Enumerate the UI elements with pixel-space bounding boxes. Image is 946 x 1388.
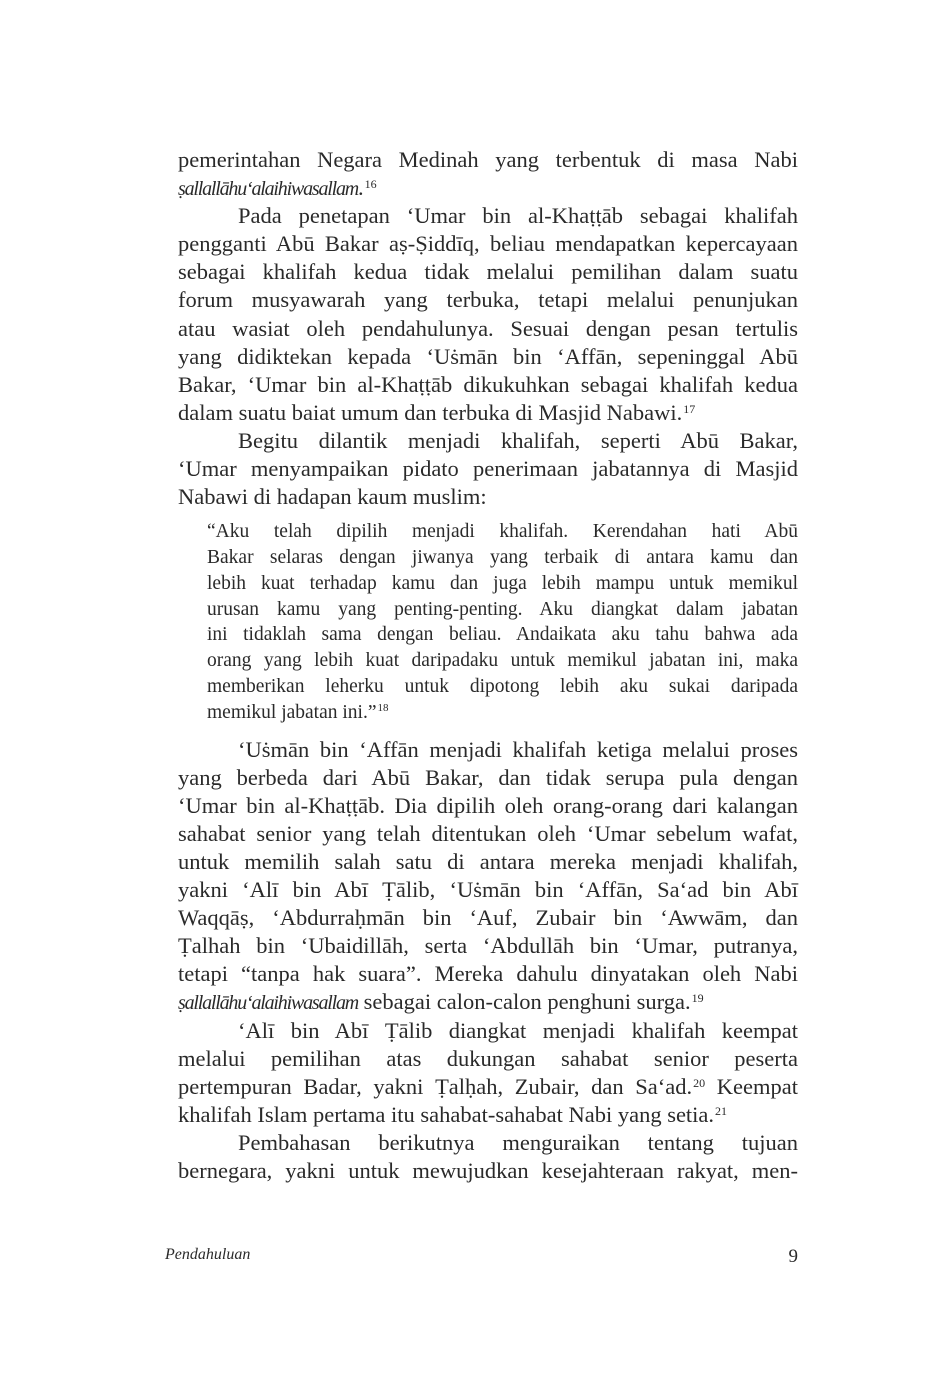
text-line xyxy=(207,674,798,700)
text-line xyxy=(178,174,798,202)
text-run: ‘Umar menyampaikan pidato penerimaan jabatannya di Masjid xyxy=(178,456,798,482)
text-line xyxy=(207,648,798,674)
text-line xyxy=(178,455,798,483)
text-run: lebih kuat terhadap kamu dan juga lebih mampu untuk memikul xyxy=(207,572,798,594)
text-run: Pada penetapan ‘Umar bin al-Khaṭṭāb sebagai khalifah xyxy=(238,203,798,229)
page-number: 9 xyxy=(788,1246,798,1267)
text-run: memikul jabatan ini.” xyxy=(207,701,377,723)
text-line xyxy=(178,146,798,174)
text-run: dalam suatu baiat umum dan terbuka di Masjid Nabawi. xyxy=(178,399,683,425)
text-line xyxy=(178,1073,798,1101)
text-line xyxy=(178,315,798,343)
text-line xyxy=(178,202,798,230)
text-run: Nabawi di hadapan kaum muslim: xyxy=(178,484,487,510)
text-run: . xyxy=(358,175,364,201)
text-line xyxy=(178,230,798,258)
text-line xyxy=(178,988,798,1016)
text-run: sebagai calon-calon penghuni surga. xyxy=(358,989,691,1015)
text-line xyxy=(178,258,798,286)
paragraph xyxy=(178,427,798,511)
text-run: ‘Alī bin Abī Ṭālib diangkat menjadi khalifah keempat xyxy=(238,1017,798,1043)
footnote-reference: 21 xyxy=(715,1103,728,1118)
text-run: melalui pemilihan atas dukungan sahabat senior peserta xyxy=(178,1045,798,1071)
text-line xyxy=(207,545,798,571)
footnote-reference: 19 xyxy=(691,991,704,1006)
text-run: sebagai khalifah kedua tidak melalui pemilihan dalam suatu xyxy=(178,259,798,285)
text-line xyxy=(178,904,798,932)
text-line xyxy=(207,597,798,623)
paragraph xyxy=(178,146,798,202)
text-line xyxy=(178,1157,798,1185)
paragraph xyxy=(178,1017,798,1129)
paragraph xyxy=(178,202,798,427)
footnote-reference: 18 xyxy=(377,701,389,714)
running-footer-section: Pendahuluan xyxy=(165,1246,251,1263)
text-run: forum musyawarah yang terbuka, tetapi melalui penunjukan xyxy=(178,287,798,313)
text-line xyxy=(178,736,798,764)
text-line xyxy=(178,848,798,876)
text-run: Ṭalhah bin ‘Ubaidillāh, serta ‘Abdullāh bin ‘Umar, putranya, xyxy=(178,933,798,959)
text-line xyxy=(207,571,798,597)
footnote-reference: 16 xyxy=(364,177,377,192)
text-run: pengganti Abū Bakar aṣ-Ṣiddīq, beliau mendapatkan kepercayaan xyxy=(178,231,798,257)
text-line xyxy=(178,1017,798,1045)
text-line xyxy=(178,343,798,371)
text-line xyxy=(178,1045,798,1073)
paragraph xyxy=(178,1129,798,1185)
text-run: urusan kamu yang penting-penting. Aku diangkat dalam jabatan xyxy=(207,598,798,620)
text-run: khalifah Islam pertama itu sahabat-sahabat Nabi yang setia. xyxy=(178,1101,715,1127)
text-run: ‘Umar bin al-Khaṭṭāb. Dia dipilih oleh orang-orang dari kalangan xyxy=(178,792,798,818)
text-run: yang didiktekan kepada ‘Uṡmān bin ‘Affān, sepeninggal Abū xyxy=(178,343,798,369)
block-quote xyxy=(207,519,798,725)
text-run: untuk memilih salah satu di antara mereka menjadi khalifah, xyxy=(178,848,798,874)
text-line xyxy=(178,960,798,988)
text-line xyxy=(178,764,798,792)
text-line xyxy=(178,427,798,455)
text-run: atau wasiat oleh pendahulunya. Sesuai dengan pesan tertulis xyxy=(178,315,798,341)
text-run: ini tidaklah sama dengan beliau. Andaikata aku tahu bahwa ada xyxy=(207,624,798,646)
text-line xyxy=(178,483,798,511)
text-run: sahabat senior yang telah ditentukan oleh ‘Umar sebelum wafat, xyxy=(178,820,798,846)
text-run: ‘Uṡmān bin ‘Affān menjadi khalifah ketiga melalui proses xyxy=(238,736,798,762)
page-body xyxy=(178,146,798,1185)
text-run: Bakar selaras dengan jiwanya yang terbaik di antara kamu dan xyxy=(207,547,798,569)
text-run: Pembahasan berikutnya menguraikan tentang tujuan xyxy=(238,1129,798,1155)
text-line xyxy=(178,371,798,399)
text-line xyxy=(178,286,798,314)
text-run: pemerintahan Negara Medinah yang terbentuk di masa Nabi xyxy=(178,147,798,172)
text-run: yakni ‘Alī bin Abī Ṭālib, ‘Uṡmān bin ‘Affān, Sa‘ad bin Abī xyxy=(178,877,798,903)
text-run: bernegara, yakni untuk mewujudkan kesejahteraan rakyat, men- xyxy=(178,1158,798,1183)
text-line xyxy=(207,700,798,726)
text-line xyxy=(178,876,798,904)
text-run: Waqqāṣ, ‘Abdurraḥmān bin ‘Auf, Zubair bin ‘Awwām, dan xyxy=(178,905,798,931)
text-run: orang yang lebih kuat daripadaku untuk memikul jabatan ini, maka xyxy=(207,650,798,672)
honorific-italic: ṣallallāhu‘alaihiwasallam xyxy=(178,992,359,1015)
text-line xyxy=(178,1129,798,1157)
footnote-reference: 17 xyxy=(683,401,696,416)
text-line xyxy=(178,399,798,427)
text-line xyxy=(207,622,798,648)
text-run: “Aku telah dipilih menjadi khalifah. Kerendahan hati Abū xyxy=(207,521,798,543)
page-footer xyxy=(165,1246,798,1268)
paragraph xyxy=(178,736,798,1017)
text-run: pertempuran Badar, yakni Ṭalḥah, Zubair, dan Sa‘ad. xyxy=(178,1073,693,1099)
text-line xyxy=(178,1101,798,1129)
text-line xyxy=(178,932,798,960)
text-line xyxy=(178,792,798,820)
text-line xyxy=(207,519,798,545)
text-line xyxy=(178,820,798,848)
footnote-reference: 20 xyxy=(693,1075,706,1090)
text-run: tetapi “tanpa hak suara”. Mereka dahulu dinyatakan oleh Nabi xyxy=(178,961,798,987)
text-run: memberikan leherku untuk dipotong lebih aku sukai daripada xyxy=(207,676,798,697)
text-run: yang berbeda dari Abū Bakar, dan tidak serupa pula dengan xyxy=(178,764,798,790)
text-run: Keempat xyxy=(705,1073,798,1099)
text-run: Bakar, ‘Umar bin al-Khaṭṭāb dikukuhkan sebagai khalifah kedua xyxy=(178,371,798,397)
text-run: Begitu dilantik menjadi khalifah, seperti Abū Bakar, xyxy=(238,427,798,453)
honorific-italic: ṣallallāhu‘alaihiwasallam xyxy=(178,178,359,201)
